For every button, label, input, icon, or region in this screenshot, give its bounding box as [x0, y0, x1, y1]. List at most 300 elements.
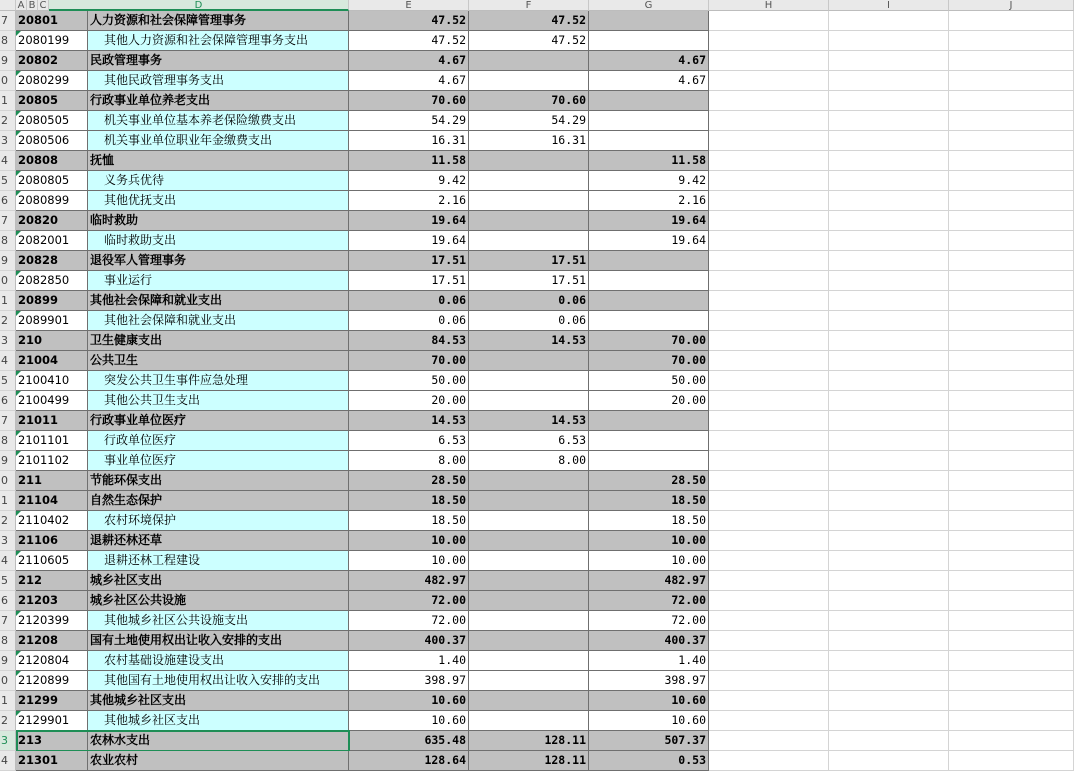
- empty-cell[interactable]: [949, 51, 1074, 71]
- amount-total-cell[interactable]: 10.00: [349, 531, 469, 551]
- empty-cell[interactable]: [829, 231, 949, 251]
- row-number[interactable]: 3: [0, 331, 16, 351]
- amount-total-cell[interactable]: 47.52: [349, 31, 469, 51]
- code-cell[interactable]: 210: [16, 331, 88, 351]
- amount-basic-cell[interactable]: 17.51: [469, 271, 589, 291]
- column-header-a[interactable]: A: [16, 0, 27, 11]
- code-cell[interactable]: 20820: [16, 211, 88, 231]
- code-cell[interactable]: 2120804: [16, 651, 88, 671]
- row-number[interactable]: 2: [0, 511, 16, 531]
- amount-total-cell[interactable]: 2.16: [349, 191, 469, 211]
- row-number[interactable]: 3: [0, 731, 16, 751]
- column-header-g[interactable]: G: [589, 0, 709, 11]
- empty-cell[interactable]: [829, 331, 949, 351]
- row-number[interactable]: 8: [0, 231, 16, 251]
- name-cell[interactable]: 农业农村: [88, 751, 349, 771]
- empty-cell[interactable]: [949, 271, 1074, 291]
- amount-total-cell[interactable]: 9.42: [349, 171, 469, 191]
- amount-basic-cell[interactable]: [469, 691, 589, 711]
- empty-cell[interactable]: [709, 551, 829, 571]
- amount-basic-cell[interactable]: [469, 671, 589, 691]
- empty-cell[interactable]: [829, 491, 949, 511]
- empty-cell[interactable]: [949, 111, 1074, 131]
- empty-cell[interactable]: [949, 451, 1074, 471]
- code-cell[interactable]: 20801: [16, 11, 88, 31]
- code-cell[interactable]: 2082001: [16, 231, 88, 251]
- amount-basic-cell[interactable]: [469, 211, 589, 231]
- name-cell[interactable]: 机关事业单位职业年金缴费支出: [88, 131, 349, 151]
- column-header-e[interactable]: E: [349, 0, 469, 11]
- amount-total-cell[interactable]: 18.50: [349, 511, 469, 531]
- row-number[interactable]: 8: [0, 31, 16, 51]
- empty-cell[interactable]: [949, 691, 1074, 711]
- amount-basic-cell[interactable]: 47.52: [469, 31, 589, 51]
- code-cell[interactable]: 2080199: [16, 31, 88, 51]
- code-cell[interactable]: 213: [16, 731, 88, 751]
- empty-cell[interactable]: [709, 571, 829, 591]
- empty-cell[interactable]: [949, 431, 1074, 451]
- amount-basic-cell[interactable]: [469, 591, 589, 611]
- empty-cell[interactable]: [829, 251, 949, 271]
- amount-basic-cell[interactable]: 14.53: [469, 331, 589, 351]
- name-cell[interactable]: 其他社会保障和就业支出: [88, 291, 349, 311]
- row-number[interactable]: 1: [0, 691, 16, 711]
- amount-basic-cell[interactable]: [469, 511, 589, 531]
- row-number[interactable]: 9: [0, 451, 16, 471]
- name-cell[interactable]: 退役军人管理事务: [88, 251, 349, 271]
- row-number[interactable]: 2: [0, 711, 16, 731]
- name-cell[interactable]: 其他公共卫生支出: [88, 391, 349, 411]
- row-number[interactable]: 6: [0, 391, 16, 411]
- empty-cell[interactable]: [829, 551, 949, 571]
- empty-cell[interactable]: [829, 11, 949, 31]
- amount-total-cell[interactable]: 10.60: [349, 691, 469, 711]
- row-number[interactable]: 8: [0, 431, 16, 451]
- empty-cell[interactable]: [949, 311, 1074, 331]
- empty-cell[interactable]: [829, 751, 949, 771]
- amount-total-cell[interactable]: 16.31: [349, 131, 469, 151]
- code-cell[interactable]: 20828: [16, 251, 88, 271]
- amount-project-cell[interactable]: 18.50: [589, 511, 709, 531]
- row-number[interactable]: 7: [0, 211, 16, 231]
- amount-total-cell[interactable]: 20.00: [349, 391, 469, 411]
- amount-basic-cell[interactable]: [469, 231, 589, 251]
- name-cell[interactable]: 行政事业单位养老支出: [88, 91, 349, 111]
- empty-cell[interactable]: [709, 371, 829, 391]
- name-cell[interactable]: 其他社会保障和就业支出: [88, 311, 349, 331]
- code-cell[interactable]: 2080899: [16, 191, 88, 211]
- name-cell[interactable]: 抚恤: [88, 151, 349, 171]
- amount-project-cell[interactable]: 398.97: [589, 671, 709, 691]
- empty-cell[interactable]: [949, 11, 1074, 31]
- code-cell[interactable]: 21104: [16, 491, 88, 511]
- amount-basic-cell[interactable]: [469, 151, 589, 171]
- row-number[interactable]: 1: [0, 491, 16, 511]
- row-number[interactable]: 8: [0, 631, 16, 651]
- column-header-b[interactable]: B: [27, 0, 38, 11]
- code-cell[interactable]: 212: [16, 571, 88, 591]
- empty-cell[interactable]: [829, 431, 949, 451]
- empty-cell[interactable]: [949, 231, 1074, 251]
- name-cell[interactable]: 其他优抚支出: [88, 191, 349, 211]
- code-cell[interactable]: 2120399: [16, 611, 88, 631]
- code-cell[interactable]: 211: [16, 471, 88, 491]
- row-number[interactable]: 0: [0, 271, 16, 291]
- empty-cell[interactable]: [709, 491, 829, 511]
- row-number[interactable]: 6: [0, 591, 16, 611]
- name-cell[interactable]: 退耕还林工程建设: [88, 551, 349, 571]
- empty-cell[interactable]: [829, 571, 949, 591]
- row-number[interactable]: 9: [0, 51, 16, 71]
- code-cell[interactable]: 2101101: [16, 431, 88, 451]
- empty-cell[interactable]: [709, 311, 829, 331]
- amount-basic-cell[interactable]: [469, 471, 589, 491]
- empty-cell[interactable]: [709, 231, 829, 251]
- amount-basic-cell[interactable]: 14.53: [469, 411, 589, 431]
- amount-project-cell[interactable]: 19.64: [589, 231, 709, 251]
- empty-cell[interactable]: [709, 51, 829, 71]
- amount-basic-cell[interactable]: 54.29: [469, 111, 589, 131]
- empty-cell[interactable]: [829, 691, 949, 711]
- amount-total-cell[interactable]: 50.00: [349, 371, 469, 391]
- amount-basic-cell[interactable]: [469, 491, 589, 511]
- amount-basic-cell[interactable]: 47.52: [469, 11, 589, 31]
- amount-basic-cell[interactable]: 17.51: [469, 251, 589, 271]
- amount-project-cell[interactable]: 507.37: [589, 731, 709, 751]
- empty-cell[interactable]: [829, 711, 949, 731]
- row-number[interactable]: 0: [0, 671, 16, 691]
- amount-project-cell[interactable]: [589, 431, 709, 451]
- empty-cell[interactable]: [829, 271, 949, 291]
- name-cell[interactable]: 行政单位医疗: [88, 431, 349, 451]
- amount-basic-cell[interactable]: 0.06: [469, 291, 589, 311]
- amount-project-cell[interactable]: 2.16: [589, 191, 709, 211]
- amount-total-cell[interactable]: 17.51: [349, 271, 469, 291]
- amount-total-cell[interactable]: 4.67: [349, 51, 469, 71]
- empty-cell[interactable]: [709, 111, 829, 131]
- amount-basic-cell[interactable]: [469, 551, 589, 571]
- amount-project-cell[interactable]: 70.00: [589, 331, 709, 351]
- amount-project-cell[interactable]: 482.97: [589, 571, 709, 591]
- name-cell[interactable]: 义务兵优待: [88, 171, 349, 191]
- amount-project-cell[interactable]: [589, 131, 709, 151]
- empty-cell[interactable]: [829, 531, 949, 551]
- amount-basic-cell[interactable]: [469, 391, 589, 411]
- amount-total-cell[interactable]: 10.00: [349, 551, 469, 571]
- empty-cell[interactable]: [949, 91, 1074, 111]
- amount-total-cell[interactable]: 19.64: [349, 211, 469, 231]
- column-header-f[interactable]: F: [469, 0, 589, 11]
- amount-total-cell[interactable]: 47.52: [349, 11, 469, 31]
- empty-cell[interactable]: [829, 191, 949, 211]
- row-number[interactable]: 5: [0, 371, 16, 391]
- empty-cell[interactable]: [949, 611, 1074, 631]
- empty-cell[interactable]: [949, 31, 1074, 51]
- amount-basic-cell[interactable]: [469, 171, 589, 191]
- code-cell[interactable]: 20802: [16, 51, 88, 71]
- amount-total-cell[interactable]: 6.53: [349, 431, 469, 451]
- empty-cell[interactable]: [949, 391, 1074, 411]
- empty-cell[interactable]: [709, 291, 829, 311]
- row-number[interactable]: 0: [0, 71, 16, 91]
- name-cell[interactable]: 其他民政管理事务支出: [88, 71, 349, 91]
- amount-basic-cell[interactable]: [469, 191, 589, 211]
- code-cell[interactable]: 21301: [16, 751, 88, 771]
- amount-project-cell[interactable]: 4.67: [589, 71, 709, 91]
- empty-cell[interactable]: [949, 331, 1074, 351]
- empty-cell[interactable]: [709, 331, 829, 351]
- empty-cell[interactable]: [709, 451, 829, 471]
- code-cell[interactable]: 2100499: [16, 391, 88, 411]
- name-cell[interactable]: 农村基础设施建设支出: [88, 651, 349, 671]
- empty-cell[interactable]: [829, 71, 949, 91]
- amount-total-cell[interactable]: 11.58: [349, 151, 469, 171]
- empty-cell[interactable]: [949, 171, 1074, 191]
- amount-total-cell[interactable]: 400.37: [349, 631, 469, 651]
- empty-cell[interactable]: [829, 371, 949, 391]
- empty-cell[interactable]: [829, 351, 949, 371]
- amount-project-cell[interactable]: [589, 451, 709, 471]
- name-cell[interactable]: 临时救助支出: [88, 231, 349, 251]
- amount-total-cell[interactable]: 72.00: [349, 611, 469, 631]
- name-cell[interactable]: 退耕还林还草: [88, 531, 349, 551]
- empty-cell[interactable]: [829, 211, 949, 231]
- name-cell[interactable]: 其他城乡社区公共设施支出: [88, 611, 349, 631]
- empty-cell[interactable]: [949, 631, 1074, 651]
- name-cell[interactable]: 节能环保支出: [88, 471, 349, 491]
- name-cell[interactable]: 其他城乡社区支出: [88, 691, 349, 711]
- name-cell[interactable]: 突发公共卫生事件应急处理: [88, 371, 349, 391]
- empty-cell[interactable]: [949, 491, 1074, 511]
- empty-cell[interactable]: [709, 71, 829, 91]
- row-number[interactable]: 7: [0, 411, 16, 431]
- column-header-d[interactable]: D: [49, 0, 349, 11]
- empty-cell[interactable]: [829, 291, 949, 311]
- code-cell[interactable]: 2080299: [16, 71, 88, 91]
- code-cell[interactable]: 21208: [16, 631, 88, 651]
- row-number[interactable]: 5: [0, 571, 16, 591]
- name-cell[interactable]: 事业运行: [88, 271, 349, 291]
- row-number[interactable]: 1: [0, 291, 16, 311]
- amount-basic-cell[interactable]: [469, 611, 589, 631]
- amount-total-cell[interactable]: 70.00: [349, 351, 469, 371]
- empty-cell[interactable]: [949, 131, 1074, 151]
- empty-cell[interactable]: [829, 511, 949, 531]
- code-cell[interactable]: 21299: [16, 691, 88, 711]
- amount-project-cell[interactable]: 19.64: [589, 211, 709, 231]
- empty-cell[interactable]: [949, 411, 1074, 431]
- amount-project-cell[interactable]: 28.50: [589, 471, 709, 491]
- empty-cell[interactable]: [829, 31, 949, 51]
- code-cell[interactable]: 2110605: [16, 551, 88, 571]
- amount-total-cell[interactable]: 128.64: [349, 751, 469, 771]
- empty-cell[interactable]: [709, 151, 829, 171]
- amount-project-cell[interactable]: 10.00: [589, 531, 709, 551]
- empty-cell[interactable]: [709, 351, 829, 371]
- code-cell[interactable]: 2080805: [16, 171, 88, 191]
- empty-cell[interactable]: [709, 91, 829, 111]
- amount-project-cell[interactable]: 10.60: [589, 711, 709, 731]
- code-cell[interactable]: 2110402: [16, 511, 88, 531]
- empty-cell[interactable]: [829, 631, 949, 651]
- empty-cell[interactable]: [829, 91, 949, 111]
- row-number[interactable]: 4: [0, 151, 16, 171]
- empty-cell[interactable]: [829, 671, 949, 691]
- empty-cell[interactable]: [829, 591, 949, 611]
- code-cell[interactable]: 21004: [16, 351, 88, 371]
- empty-cell[interactable]: [829, 311, 949, 331]
- empty-cell[interactable]: [949, 151, 1074, 171]
- amount-project-cell[interactable]: [589, 291, 709, 311]
- amount-project-cell[interactable]: 72.00: [589, 611, 709, 631]
- empty-cell[interactable]: [709, 591, 829, 611]
- code-cell[interactable]: 2101102: [16, 451, 88, 471]
- empty-cell[interactable]: [949, 351, 1074, 371]
- amount-total-cell[interactable]: 0.06: [349, 291, 469, 311]
- empty-cell[interactable]: [949, 711, 1074, 731]
- empty-cell[interactable]: [949, 371, 1074, 391]
- empty-cell[interactable]: [949, 531, 1074, 551]
- amount-basic-cell[interactable]: [469, 351, 589, 371]
- empty-cell[interactable]: [949, 211, 1074, 231]
- name-cell[interactable]: 机关事业单位基本养老保险缴费支出: [88, 111, 349, 131]
- amount-total-cell[interactable]: 4.67: [349, 71, 469, 91]
- empty-cell[interactable]: [949, 251, 1074, 271]
- amount-total-cell[interactable]: 17.51: [349, 251, 469, 271]
- empty-cell[interactable]: [709, 11, 829, 31]
- code-cell[interactable]: 21203: [16, 591, 88, 611]
- amount-project-cell[interactable]: [589, 111, 709, 131]
- amount-project-cell[interactable]: 9.42: [589, 171, 709, 191]
- name-cell[interactable]: 卫生健康支出: [88, 331, 349, 351]
- amount-basic-cell[interactable]: 128.11: [469, 731, 589, 751]
- empty-cell[interactable]: [709, 251, 829, 271]
- empty-cell[interactable]: [829, 411, 949, 431]
- empty-cell[interactable]: [709, 131, 829, 151]
- row-number[interactable]: 4: [0, 751, 16, 771]
- empty-cell[interactable]: [949, 471, 1074, 491]
- empty-cell[interactable]: [829, 51, 949, 71]
- amount-project-cell[interactable]: 0.53: [589, 751, 709, 771]
- amount-project-cell[interactable]: [589, 251, 709, 271]
- code-cell[interactable]: 2100410: [16, 371, 88, 391]
- name-cell[interactable]: 民政管理事务: [88, 51, 349, 71]
- empty-cell[interactable]: [949, 751, 1074, 771]
- amount-project-cell[interactable]: 4.67: [589, 51, 709, 71]
- amount-basic-cell[interactable]: [469, 711, 589, 731]
- amount-total-cell[interactable]: 1.40: [349, 651, 469, 671]
- amount-basic-cell[interactable]: [469, 571, 589, 591]
- amount-total-cell[interactable]: 54.29: [349, 111, 469, 131]
- name-cell[interactable]: 其他人力资源和社会保障管理事务支出: [88, 31, 349, 51]
- name-cell[interactable]: 其他城乡社区支出: [88, 711, 349, 731]
- row-number[interactable]: 7: [0, 611, 16, 631]
- empty-cell[interactable]: [829, 131, 949, 151]
- row-number[interactable]: 3: [0, 131, 16, 151]
- amount-project-cell[interactable]: [589, 31, 709, 51]
- empty-cell[interactable]: [709, 711, 829, 731]
- row-number[interactable]: 6: [0, 191, 16, 211]
- amount-project-cell[interactable]: 1.40: [589, 651, 709, 671]
- code-cell[interactable]: 2080506: [16, 131, 88, 151]
- code-cell[interactable]: 20899: [16, 291, 88, 311]
- code-cell[interactable]: 2080505: [16, 111, 88, 131]
- code-cell[interactable]: 21106: [16, 531, 88, 551]
- amount-basic-cell[interactable]: 128.11: [469, 751, 589, 771]
- row-number[interactable]: 2: [0, 111, 16, 131]
- name-cell[interactable]: 公共卫生: [88, 351, 349, 371]
- row-number[interactable]: 9: [0, 651, 16, 671]
- empty-cell[interactable]: [949, 291, 1074, 311]
- name-cell[interactable]: 自然生态保护: [88, 491, 349, 511]
- amount-project-cell[interactable]: 400.37: [589, 631, 709, 651]
- amount-basic-cell[interactable]: 8.00: [469, 451, 589, 471]
- empty-cell[interactable]: [709, 171, 829, 191]
- row-number[interactable]: 0: [0, 471, 16, 491]
- amount-project-cell[interactable]: 18.50: [589, 491, 709, 511]
- empty-cell[interactable]: [829, 471, 949, 491]
- amount-project-cell[interactable]: 72.00: [589, 591, 709, 611]
- empty-cell[interactable]: [709, 751, 829, 771]
- empty-cell[interactable]: [949, 551, 1074, 571]
- amount-project-cell[interactable]: 10.00: [589, 551, 709, 571]
- code-cell[interactable]: 2082850: [16, 271, 88, 291]
- code-cell[interactable]: 2089901: [16, 311, 88, 331]
- empty-cell[interactable]: [709, 651, 829, 671]
- amount-total-cell[interactable]: 14.53: [349, 411, 469, 431]
- amount-basic-cell[interactable]: 16.31: [469, 131, 589, 151]
- empty-cell[interactable]: [949, 571, 1074, 591]
- empty-cell[interactable]: [949, 191, 1074, 211]
- empty-cell[interactable]: [709, 431, 829, 451]
- amount-project-cell[interactable]: [589, 91, 709, 111]
- amount-total-cell[interactable]: 84.53: [349, 331, 469, 351]
- empty-cell[interactable]: [709, 391, 829, 411]
- amount-basic-cell[interactable]: 0.06: [469, 311, 589, 331]
- name-cell[interactable]: 农村环境保护: [88, 511, 349, 531]
- amount-basic-cell[interactable]: [469, 651, 589, 671]
- amount-total-cell[interactable]: 635.48: [349, 731, 469, 751]
- empty-cell[interactable]: [709, 531, 829, 551]
- row-number[interactable]: 9: [0, 251, 16, 271]
- row-number[interactable]: 2: [0, 311, 16, 331]
- amount-total-cell[interactable]: 18.50: [349, 491, 469, 511]
- empty-cell[interactable]: [949, 671, 1074, 691]
- column-header-h[interactable]: H: [709, 0, 829, 11]
- amount-project-cell[interactable]: 70.00: [589, 351, 709, 371]
- amount-project-cell[interactable]: 11.58: [589, 151, 709, 171]
- amount-total-cell[interactable]: 10.60: [349, 711, 469, 731]
- code-cell[interactable]: 2120899: [16, 671, 88, 691]
- column-header-c[interactable]: C: [38, 0, 49, 11]
- amount-project-cell[interactable]: [589, 271, 709, 291]
- empty-cell[interactable]: [709, 511, 829, 531]
- amount-total-cell[interactable]: 8.00: [349, 451, 469, 471]
- name-cell[interactable]: 城乡社区支出: [88, 571, 349, 591]
- row-number[interactable]: 5: [0, 171, 16, 191]
- empty-cell[interactable]: [949, 651, 1074, 671]
- row-number[interactable]: 3: [0, 531, 16, 551]
- empty-cell[interactable]: [709, 731, 829, 751]
- empty-cell[interactable]: [949, 71, 1074, 91]
- empty-cell[interactable]: [709, 411, 829, 431]
- empty-cell[interactable]: [709, 191, 829, 211]
- code-cell[interactable]: 21011: [16, 411, 88, 431]
- empty-cell[interactable]: [949, 511, 1074, 531]
- empty-cell[interactable]: [829, 151, 949, 171]
- amount-project-cell[interactable]: 20.00: [589, 391, 709, 411]
- amount-basic-cell[interactable]: [469, 531, 589, 551]
